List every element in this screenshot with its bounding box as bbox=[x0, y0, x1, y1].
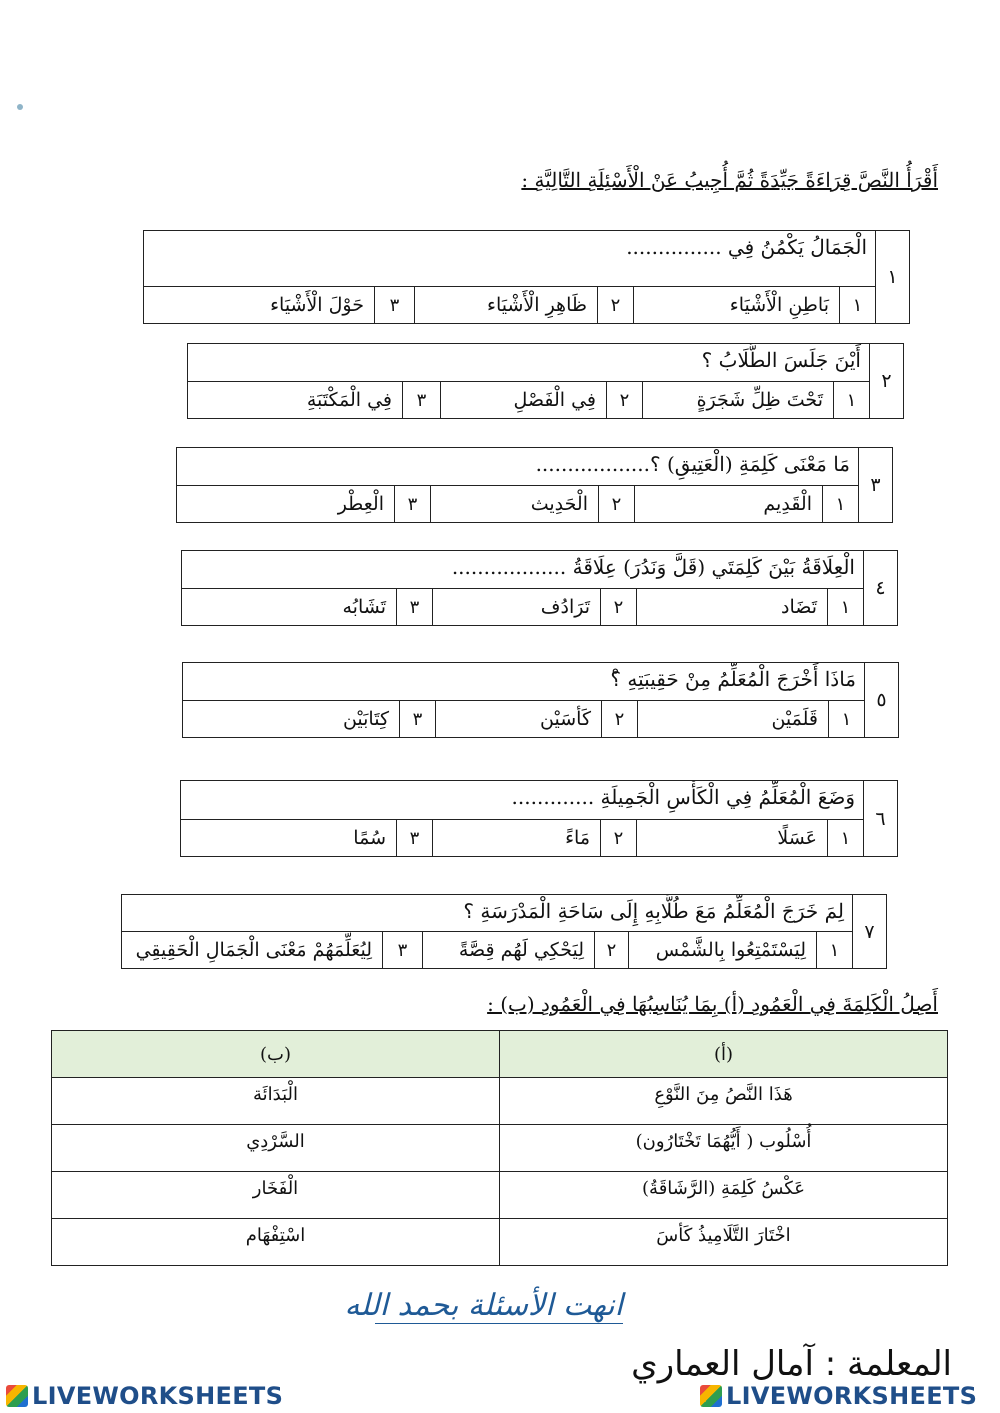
decorative-dot bbox=[17, 104, 23, 110]
table-row bbox=[52, 1172, 948, 1219]
question-7 bbox=[121, 894, 887, 969]
option-number: ١ bbox=[839, 287, 875, 323]
watermark-text: LIVEWORKSHEETS bbox=[726, 1382, 978, 1410]
liveworksheets-icon bbox=[6, 1385, 28, 1407]
option-3[interactable]: حَوْلَ الْأَشْيَاء bbox=[270, 294, 364, 316]
option-2[interactable]: الْحَدِيث bbox=[430, 486, 598, 522]
column-a-cell[interactable]: عَكْسُ كَلِمَةِ (الرَّشَاقَةُ) bbox=[500, 1172, 948, 1219]
option-number: ٢ bbox=[597, 287, 633, 323]
option-1[interactable]: تَضَاد bbox=[636, 589, 827, 625]
column-a-cell[interactable]: اخْتَارَ التَّلَامِيذُ كَأسَ bbox=[500, 1219, 948, 1266]
instruction-matching: أَصِلُ الْكَلِمَةَ فِي الْعَمُودِ (أ) بِمَا يُنَاسِبُهَا فِي الْعَمُودِ (ب) : bbox=[487, 992, 938, 1016]
question-number: ٧ bbox=[852, 895, 886, 968]
column-b-cell[interactable]: السَّرْدِي bbox=[52, 1125, 500, 1172]
column-b-cell[interactable]: اسْتِفْهَام bbox=[52, 1219, 500, 1266]
watermark-logo-right bbox=[700, 1382, 977, 1410]
option-number: ٢ bbox=[600, 589, 636, 625]
option-number: ٣ bbox=[396, 589, 432, 625]
option-number: ١ bbox=[822, 486, 858, 522]
table-row bbox=[52, 1078, 948, 1125]
option-1[interactable]: قَلَمَيْن bbox=[637, 701, 828, 737]
question-6 bbox=[180, 780, 898, 857]
question-2 bbox=[187, 343, 904, 419]
question-3 bbox=[176, 447, 893, 523]
option-number: ٣ bbox=[399, 701, 435, 737]
matching-header-row bbox=[52, 1031, 948, 1078]
option-number: ٣ bbox=[374, 287, 414, 323]
option-1[interactable]: لِيَسْتَمْتِعُوا بِالشَّمْس bbox=[628, 932, 816, 968]
option-1[interactable]: بَاطِنِ الْأَشْيَاء bbox=[633, 287, 839, 323]
option-3[interactable]: فِي الْمَكْتَبَةِ bbox=[306, 389, 392, 411]
teacher-name: المعلمة : آمال العماري bbox=[631, 1344, 952, 1384]
table-row bbox=[52, 1219, 948, 1266]
option-number: ٢ bbox=[606, 382, 642, 418]
option-number: ٢ bbox=[601, 701, 637, 737]
option-3[interactable]: كِتَابَيْن bbox=[342, 708, 389, 730]
column-a-header: (أ) bbox=[500, 1031, 948, 1078]
column-a-cell[interactable]: (أَيُّهُمَا تَخْتَارُون ) أُسْلُوب bbox=[500, 1125, 948, 1172]
option-3[interactable]: لِيُعَلِّمَهُمْ مَعْنَى الْجَمَالِ الْحَقِيقِي bbox=[135, 939, 372, 961]
question-number: ٥ bbox=[864, 663, 898, 737]
option-2[interactable]: مَاءً bbox=[432, 820, 600, 856]
closing-phrase: انهت الأسئلة بحمد الله bbox=[344, 1288, 623, 1323]
option-3[interactable]: سُمًا bbox=[353, 827, 386, 849]
option-number: ٢ bbox=[598, 486, 634, 522]
option-number: ٣ bbox=[396, 820, 432, 856]
option-3[interactable]: تَشَابُه bbox=[342, 596, 386, 618]
option-2[interactable]: فِي الْفَصْلِ bbox=[440, 382, 606, 418]
question-text: وَضَعَ الْمُعَلِّمُ فِي الْكَأْسِ الْجَمِيلَةِ ............. bbox=[181, 781, 863, 820]
column-b-cell[interactable]: الْفَخَار bbox=[52, 1172, 500, 1219]
question-number: ١ bbox=[875, 231, 909, 323]
question-text: مَا مَعْنَى كَلِمَةِ (الْعَتِيقِ) ؟.................. bbox=[177, 448, 858, 486]
instruction-reading: أَقْرَأُ النَّصَّ قِرَاءَةً جَيِّدَةً ثُمَّ أُجِيبُ عَنْ الْأَسْئِلَةِ التَّالِيَّةِ : bbox=[521, 168, 938, 192]
question-number: ٦ bbox=[863, 781, 897, 856]
option-1[interactable]: الْقَدِيم bbox=[634, 486, 822, 522]
question-4 bbox=[181, 550, 898, 626]
column-b-cell[interactable]: الْبَدَائَة bbox=[52, 1078, 500, 1125]
question-text: الْعِلَاقَةُ بَيْنَ كَلِمَتَي (قَلَّ وَنَدُرَ) عِلَاقَةُ .................. bbox=[182, 551, 863, 589]
option-3[interactable]: الْعِطْر bbox=[337, 493, 384, 515]
matching-table bbox=[51, 1030, 948, 1266]
question-text: لِمَ خَرَجَ الْمُعَلِّمُ مَعَ طُلَّابِهِ إِلَى سَاحَةِ الْمَدْرَسَةِ ؟ bbox=[122, 895, 852, 932]
question-text: مَاذَا أَخْرَجَ الْمُعَلِّمُ مِنْ حَقِيبَتِهِ ؟ْ bbox=[183, 663, 864, 701]
question-text: أَيْنَ جَلَسَ الطُّلَابُ ؟ bbox=[188, 344, 869, 382]
watermark-text: LIVEWORKSHEETS bbox=[32, 1382, 284, 1410]
option-1[interactable]: عَسَلًا bbox=[636, 820, 827, 856]
watermark-logo-left bbox=[6, 1382, 283, 1410]
option-number: ٣ bbox=[394, 486, 430, 522]
option-number: ٢ bbox=[594, 932, 628, 968]
option-1[interactable]: تَحْتَ ظِلِّ شَجَرَةٍ bbox=[642, 382, 833, 418]
option-number: ١ bbox=[827, 820, 863, 856]
option-number: ٢ bbox=[600, 820, 636, 856]
column-b-header: (ب) bbox=[52, 1031, 500, 1078]
option-number: ١ bbox=[833, 382, 869, 418]
option-2[interactable]: لِيَحْكِي لَهُم قِصَّةً bbox=[422, 932, 594, 968]
option-number: ٣ bbox=[382, 932, 422, 968]
option-number: ١ bbox=[816, 932, 852, 968]
option-2[interactable]: تَرَادُف bbox=[432, 589, 600, 625]
liveworksheets-icon bbox=[700, 1385, 722, 1407]
option-2[interactable]: ظَاهِرِ الْأَشْيَاء bbox=[414, 287, 597, 323]
question-1 bbox=[143, 230, 910, 324]
option-number: ٣ bbox=[402, 382, 440, 418]
question-number: ٤ bbox=[863, 551, 897, 625]
option-number: ١ bbox=[828, 701, 864, 737]
option-number: ١ bbox=[827, 589, 863, 625]
question-text: الْجَمَالُ يَكْمُنُ فِي ............... bbox=[144, 231, 875, 287]
table-row bbox=[52, 1125, 948, 1172]
question-number: ٣ bbox=[858, 448, 892, 522]
option-2[interactable]: كَأسَيْن bbox=[435, 701, 601, 737]
column-a-cell[interactable]: هَذَا النَّصُ مِنَ النَّوْعِ bbox=[500, 1078, 948, 1125]
question-5 bbox=[182, 662, 899, 738]
question-number: ٢ bbox=[869, 344, 903, 418]
